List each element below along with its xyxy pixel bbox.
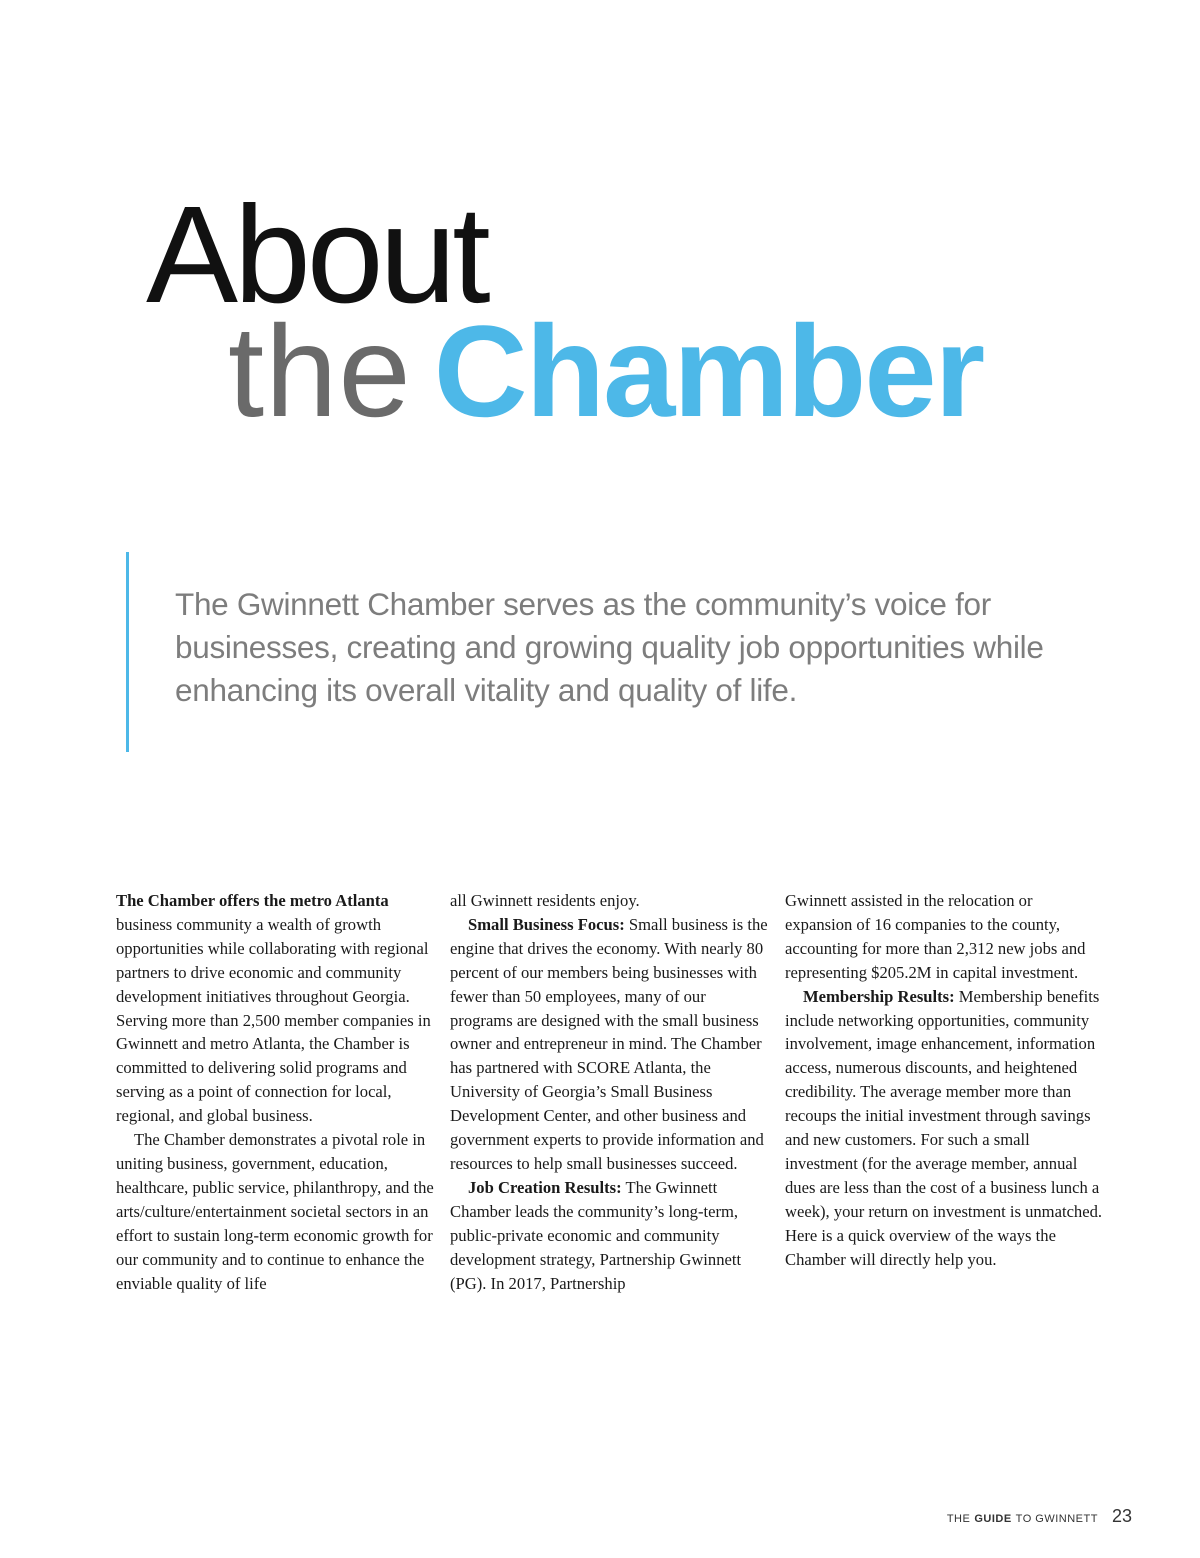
paragraph-intro (116, 889, 434, 1128)
title-the-chamber (228, 298, 984, 444)
paragraph-job-creation-continued: Gwinnett assisted in the relocation or expansion of 16 companies to the county, accounting for more than 2,312 new jobs and representing $205.2M in capital investment. (785, 891, 1086, 982)
paragraph-role: The Chamber demonstrates a pivotal role in uniting business, government, education, healthcare, public service, philanthropy, and the arts/culture/entertainment societal sectors in an effort to sustain long-term economic growth for our community and to continue to enhance the enviable quality of life (116, 1130, 434, 1293)
body-column-2 (450, 889, 768, 1295)
page-footer (947, 1506, 1132, 1527)
paragraph-job-creation (450, 1176, 768, 1296)
paragraph-small-business (450, 913, 768, 1176)
membership-text: Membership benefits include networking opportunities, community involvement, image enhancement, information access, numerous discounts, and heightened credibility. The average member more than recoups the initial investment through savings and new customers. For such a small investment (for the average member, annual dues are less than the cost of a business lunch a week), your return on investment is unmatched. Here is a quick overview of the ways the Chamber will directly help you. (785, 986, 1103, 1269)
small-business-text: Small business is the engine that drives the economy. With nearly 80 percent of our members being businesses with fewer than 50 employees, many of our programs are designed with the small business owner and entrepreneur in mind. The Chamber has partnered with SCORE Atlanta, the University of Georgia’s Small Business Development Center, and other business and government experts to provide information and resources to help small businesses succeed. (450, 914, 768, 1173)
footer-to-gwinnett: TO GWINNETT (1015, 1513, 1098, 1525)
pull-quote-rule (126, 552, 129, 752)
body-column-1 (116, 889, 434, 1295)
membership-heading: Membership Results: (803, 986, 955, 1006)
small-business-heading: Small Business Focus: (468, 914, 625, 934)
page-number: 23 (1111, 1506, 1132, 1526)
footer-the: THE (946, 1513, 971, 1525)
paragraph-role-continued: all Gwinnett residents enjoy. (450, 891, 640, 910)
title-the: the (228, 298, 412, 444)
job-creation-heading: Job Creation Results: (468, 1177, 622, 1197)
pull-quote: The Gwinnett Chamber serves as the community’s voice for businesses, creating and growing quality job opportunities while enhancing its overall vitality and quality of life. (175, 586, 1044, 708)
title-chamber: Chamber (433, 298, 984, 444)
paragraph-intro-text: business community a wealth of growth opportunities while collaborating with regional partners to drive economic and community development initiatives throughout Georgia. Serving more than 2,500 member companies in Gwinnett and metro Atlanta, the Chamber is committed to delivering solid programs and serving as a point of connection for local, regional, and global business. (116, 914, 431, 1126)
footer-guide: GUIDE (974, 1513, 1012, 1525)
job-creation-text: The Gwinnett Chamber leads the community’s long-term, public-private economic and community development strategy, Partnership Gwinnett (PG). In 2017, Partnership (450, 1177, 742, 1293)
body-column-3 (785, 889, 1103, 1272)
paragraph-membership (785, 985, 1103, 1272)
paragraph-intro-lead: The Chamber offers the metro Atlanta (116, 891, 389, 910)
title-about: About (146, 178, 487, 332)
